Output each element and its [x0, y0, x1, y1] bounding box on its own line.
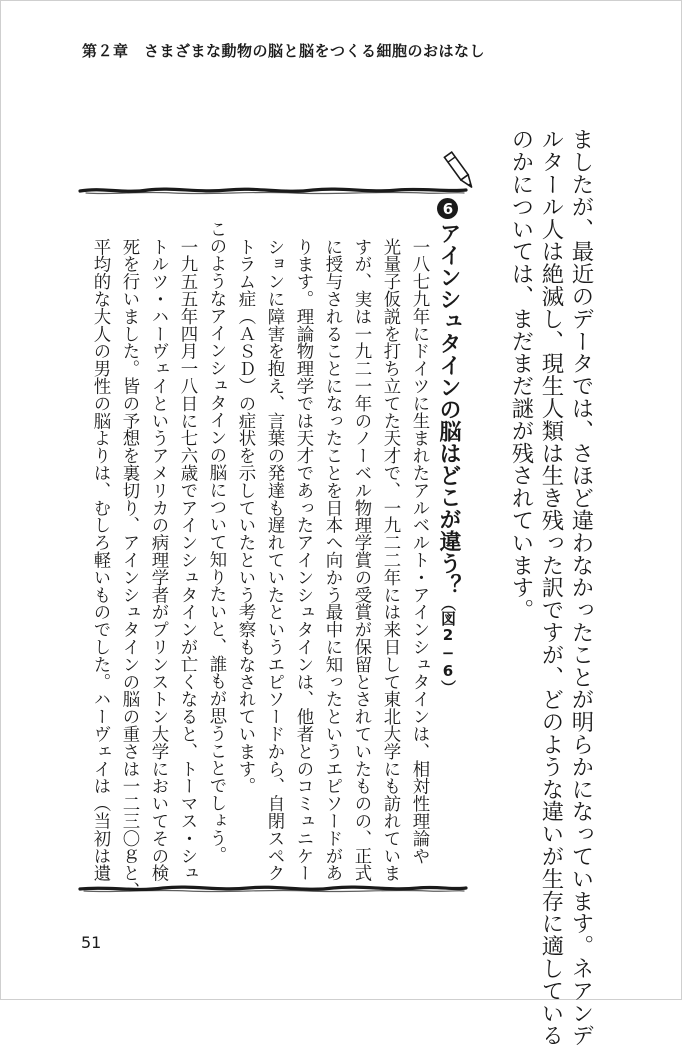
body-line: すが、実は一九二一年のノーベル物理学賞の受賞が保留とされていたものの、正式: [351, 238, 371, 882]
body-line: トラム症（ＡＳＤ）の症状を示していたという考察もなされています。: [235, 238, 255, 795]
intro-line: ルタール人は絶滅し、現生人類は生き残った訳ですが、どのような違いが生存に適している: [538, 128, 564, 1046]
body-line: ります。理論物理学では天才であったアインシュタインは、他者とのコミュニケー: [293, 238, 313, 882]
body-line: 光量子仮説を打ち立てた天才で、一九二二年には来日して東北大学にも訪れていま: [380, 238, 400, 882]
body-line: 一八七九年にドイツに生まれたアルベルト・アインシュタインは、相対性理論や: [409, 238, 429, 865]
section-top-divider: [78, 184, 468, 198]
section-title: アインシュタインの脳はどこが違う？: [436, 222, 461, 596]
intro-line: ましたが、最近のデータでは、さほど違わなかったことが明らかになっています。ネアンデ: [568, 128, 594, 1046]
body-line: 平均的な大人の男性の脳よりは、むしろ軽いものでした。ハーヴェイは（当初は遺: [90, 238, 110, 882]
section-heading: [431, 198, 459, 695]
running-head: 第２章 さまざまな動物の脳と脳をつくる細胞のおはなし: [82, 42, 486, 60]
body-line: このようなアインシュタインの脳について知りたいと、誰もが思うことでしょう。: [206, 220, 226, 864]
page-number: 51: [81, 933, 102, 952]
section-bottom-divider: [78, 882, 468, 896]
body-line: に授与されることになったことを日本へ向かう最中に知ったというエピソードがあ: [322, 238, 342, 882]
section-number-badge: 6: [439, 199, 457, 218]
intro-line: のかについては、まだまだ謎が残されています。: [508, 128, 534, 621]
figure-reference: （図2−6）: [439, 596, 457, 695]
body-line: ションに障害を抱え、言葉の発達も遅れていたというエピソードから、自閉スペク: [264, 238, 284, 882]
body-line: トルツ・ハーヴェイというアメリカの病理学者がプリンストン大学においてその検: [148, 238, 168, 882]
body-line: 一九五五年四月一八日に七六歳でアインシュタインが亡くなると、トーマス・シュ: [177, 238, 197, 882]
body-line: 死を行いました。皆の予想を裏切り、アインシュタインの脳の重さは一二三〇ｇと、: [119, 238, 139, 900]
